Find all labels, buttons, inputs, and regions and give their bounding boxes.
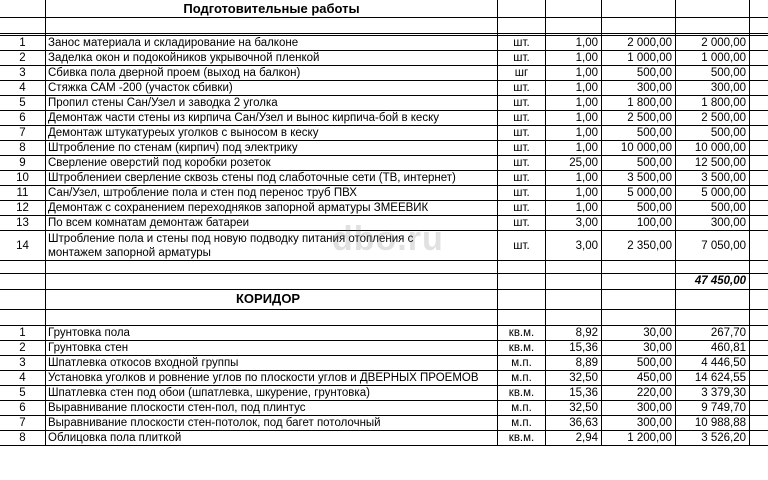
row-qty: 1,00: [546, 126, 602, 141]
row-description: Штроблениеи сверление сквозь стены под слаботочные сети (ТВ, интернет): [46, 171, 498, 186]
row-price: 500,00: [602, 201, 676, 216]
row-qty: 3,00: [546, 216, 602, 231]
table-row[interactable]: [0, 51, 768, 66]
row-sum: 460,81: [676, 341, 750, 356]
row-unit: м.п.: [498, 416, 546, 431]
table-row[interactable]: [0, 156, 768, 171]
row-price: 500,00: [602, 126, 676, 141]
row-number: 8: [0, 431, 46, 446]
table-row[interactable]: [0, 81, 768, 96]
blank-row: [0, 310, 768, 326]
row-price: 2 350,00: [602, 231, 676, 261]
row-number: 4: [0, 81, 46, 96]
row-unit: шт.: [498, 111, 546, 126]
row-unit: шт.: [498, 81, 546, 96]
blank-row: [0, 261, 768, 274]
row-sum: 1 000,00: [676, 51, 750, 66]
section-title-row: [0, 290, 768, 310]
row-sum: 4 446,50: [676, 356, 750, 371]
table-row[interactable]: [0, 66, 768, 81]
row-qty: 36,63: [546, 416, 602, 431]
row-qty: 1,00: [546, 66, 602, 81]
row-sum: 10 000,00: [676, 141, 750, 156]
row-price: 100,00: [602, 216, 676, 231]
row-description: Установка уголков и ровнение углов по плоскости углов и ДВЕРНЫХ ПРОЕМОВ: [46, 371, 498, 386]
row-unit: м.п.: [498, 356, 546, 371]
row-number: 13: [0, 216, 46, 231]
row-description: Шпатлевка стен под обои (шпатлевка, шкурение, грунтовка): [46, 386, 498, 401]
section-title: Подготовительные работы: [46, 0, 498, 18]
row-sum: 500,00: [676, 66, 750, 81]
row-description: Сан/Узел, штробление пола и стен под перенос труб ПВХ: [46, 186, 498, 201]
table-row[interactable]: [0, 326, 768, 341]
row-unit: м.п.: [498, 401, 546, 416]
row-number: 2: [0, 341, 46, 356]
row-number: 1: [0, 326, 46, 341]
table-row[interactable]: [0, 96, 768, 111]
row-sum: 2 000,00: [676, 36, 750, 51]
row-price: 220,00: [602, 386, 676, 401]
row-unit: кв.м.: [498, 341, 546, 356]
row-sum: 267,70: [676, 326, 750, 341]
row-number: 6: [0, 111, 46, 126]
row-number: 7: [0, 126, 46, 141]
row-description: Занос материала и складирование на балконе: [46, 36, 498, 51]
table-row[interactable]: [0, 141, 768, 156]
row-unit: шт.: [498, 36, 546, 51]
row-number: 8: [0, 141, 46, 156]
row-qty: 1,00: [546, 51, 602, 66]
row-unit: кв.м.: [498, 326, 546, 341]
row-sum: 500,00: [676, 126, 750, 141]
row-description: Облицовка пола плиткой: [46, 431, 498, 446]
section-total: 47 450,00: [676, 274, 750, 290]
row-sum: 3 500,00: [676, 171, 750, 186]
row-price: 500,00: [602, 156, 676, 171]
table-row[interactable]: [0, 201, 768, 216]
section-title: КОРИДОР: [46, 290, 498, 310]
row-qty: 2,94: [546, 431, 602, 446]
row-description: Пропил стены Сан/Узел и заводка 2 уголка: [46, 96, 498, 111]
row-price: 1 800,00: [602, 96, 676, 111]
table-row[interactable]: [0, 126, 768, 141]
row-unit: шт.: [498, 201, 546, 216]
row-qty: 15,36: [546, 386, 602, 401]
row-number: 1: [0, 36, 46, 51]
watermark: dbo.ru: [332, 220, 444, 258]
row-unit: шт.: [498, 126, 546, 141]
row-description: Сбивка пола дверной проем (выход на балкон): [46, 66, 498, 81]
row-qty: 1,00: [546, 186, 602, 201]
row-qty: 25,00: [546, 156, 602, 171]
row-unit: кв.м.: [498, 431, 546, 446]
row-number: 3: [0, 66, 46, 81]
row-number: 3: [0, 356, 46, 371]
row-qty: 1,00: [546, 141, 602, 156]
row-description: Стяжка САМ -200 (участок сбивки): [46, 81, 498, 96]
row-sum: 14 624,55: [676, 371, 750, 386]
row-number: 10: [0, 171, 46, 186]
row-price: 1 000,00: [602, 51, 676, 66]
row-price: 2 500,00: [602, 111, 676, 126]
row-sum: 3 526,20: [676, 431, 750, 446]
row-number: 2: [0, 51, 46, 66]
row-sum: 5 000,00: [676, 186, 750, 201]
row-number: 5: [0, 96, 46, 111]
row-description: Демонтаж части стены из кирпича Сан/Узел и вынос кирпича-бой в кеску: [46, 111, 498, 126]
row-unit: шг: [498, 66, 546, 81]
row-sum: 10 988,88: [676, 416, 750, 431]
row-qty: 1,00: [546, 171, 602, 186]
row-sum: 9 749,70: [676, 401, 750, 416]
row-unit: шт.: [498, 186, 546, 201]
row-unit: шт.: [498, 171, 546, 186]
table-row[interactable]: [0, 431, 768, 446]
table-row[interactable]: [0, 186, 768, 201]
row-unit: кв.м.: [498, 386, 546, 401]
row-unit: м.п.: [498, 371, 546, 386]
row-description: Выравнивание плоскости стен-потолок, под багет потолочный: [46, 416, 498, 431]
row-unit: шт.: [498, 141, 546, 156]
row-unit: шт.: [498, 216, 546, 231]
row-qty: 32,50: [546, 401, 602, 416]
row-number: 5: [0, 386, 46, 401]
table-row[interactable]: [0, 401, 768, 416]
row-description: Грунтовка пола: [46, 326, 498, 341]
row-unit: шт.: [498, 51, 546, 66]
row-number: 7: [0, 416, 46, 431]
row-qty: 1,00: [546, 111, 602, 126]
row-description: Сверление оверстий под коробки розеток: [46, 156, 498, 171]
row-qty: 8,92: [546, 326, 602, 341]
table-row[interactable]: [0, 386, 768, 401]
row-price: 500,00: [602, 66, 676, 81]
section-title-row: [0, 0, 768, 18]
row-price: 10 000,00: [602, 141, 676, 156]
table-row[interactable]: [0, 416, 768, 431]
table-row[interactable]: [0, 36, 768, 51]
row-number: 14: [0, 231, 46, 261]
row-description: Штробление по стенам (кирпич) под электрику: [46, 141, 498, 156]
row-price: 300,00: [602, 401, 676, 416]
table-row[interactable]: [0, 171, 768, 186]
row-unit: шт.: [498, 231, 546, 261]
row-number: 12: [0, 201, 46, 216]
row-description: Шпатлевка откосов входной группы: [46, 356, 498, 371]
row-description: Демонтаж с сохранением переходняков запорной арматуры ЗМЕЕВИК: [46, 201, 498, 216]
table-row[interactable]: [0, 371, 768, 386]
row-sum: 2 500,00: [676, 111, 750, 126]
table-row[interactable]: [0, 341, 768, 356]
row-unit: шт.: [498, 96, 546, 111]
row-price: 5 000,00: [602, 186, 676, 201]
row-price: 450,00: [602, 371, 676, 386]
row-number: 4: [0, 371, 46, 386]
row-description: Заделка окон и подокойников укрывочной пленкой: [46, 51, 498, 66]
total-row: [0, 274, 768, 290]
row-number: 11: [0, 186, 46, 201]
table-row[interactable]: [0, 231, 768, 261]
row-description: Грунтовка стен: [46, 341, 498, 356]
row-price: 500,00: [602, 356, 676, 371]
row-price: 1 200,00: [602, 431, 676, 446]
row-number: 9: [0, 156, 46, 171]
row-price: 2 000,00: [602, 36, 676, 51]
row-price: 30,00: [602, 341, 676, 356]
row-sum: 1 800,00: [676, 96, 750, 111]
table-row[interactable]: [0, 216, 768, 231]
row-sum: 7 050,00: [676, 231, 750, 261]
row-sum: 12 500,00: [676, 156, 750, 171]
row-price: 30,00: [602, 326, 676, 341]
row-sum: 300,00: [676, 216, 750, 231]
row-qty: 1,00: [546, 96, 602, 111]
row-sum: 500,00: [676, 201, 750, 216]
row-sum: 3 379,30: [676, 386, 750, 401]
row-qty: 1,00: [546, 81, 602, 96]
row-price: 300,00: [602, 81, 676, 96]
row-price: 3 500,00: [602, 171, 676, 186]
row-description: По всем комнатам демонтаж батареи: [46, 216, 498, 231]
row-qty: 1,00: [546, 201, 602, 216]
row-price: 300,00: [602, 416, 676, 431]
row-qty: 3,00: [546, 231, 602, 261]
row-unit: шт.: [498, 156, 546, 171]
row-qty: 1,00: [546, 36, 602, 51]
blank-row: [0, 18, 768, 34]
table-row[interactable]: [0, 111, 768, 126]
row-description: Демонтаж штукатуреых уголков с выносом в кеску: [46, 126, 498, 141]
row-number: 6: [0, 401, 46, 416]
row-description: Штробление пола и стены под новую подводку питания отопления с монтажем запорной арматуры: [46, 231, 498, 261]
row-description: Выравнивание плоскости стен-пол, под плинтус: [46, 401, 498, 416]
row-qty: 8,89: [546, 356, 602, 371]
row-sum: 300,00: [676, 81, 750, 96]
row-qty: 32,50: [546, 371, 602, 386]
row-qty: 15,36: [546, 341, 602, 356]
table-row[interactable]: [0, 356, 768, 371]
